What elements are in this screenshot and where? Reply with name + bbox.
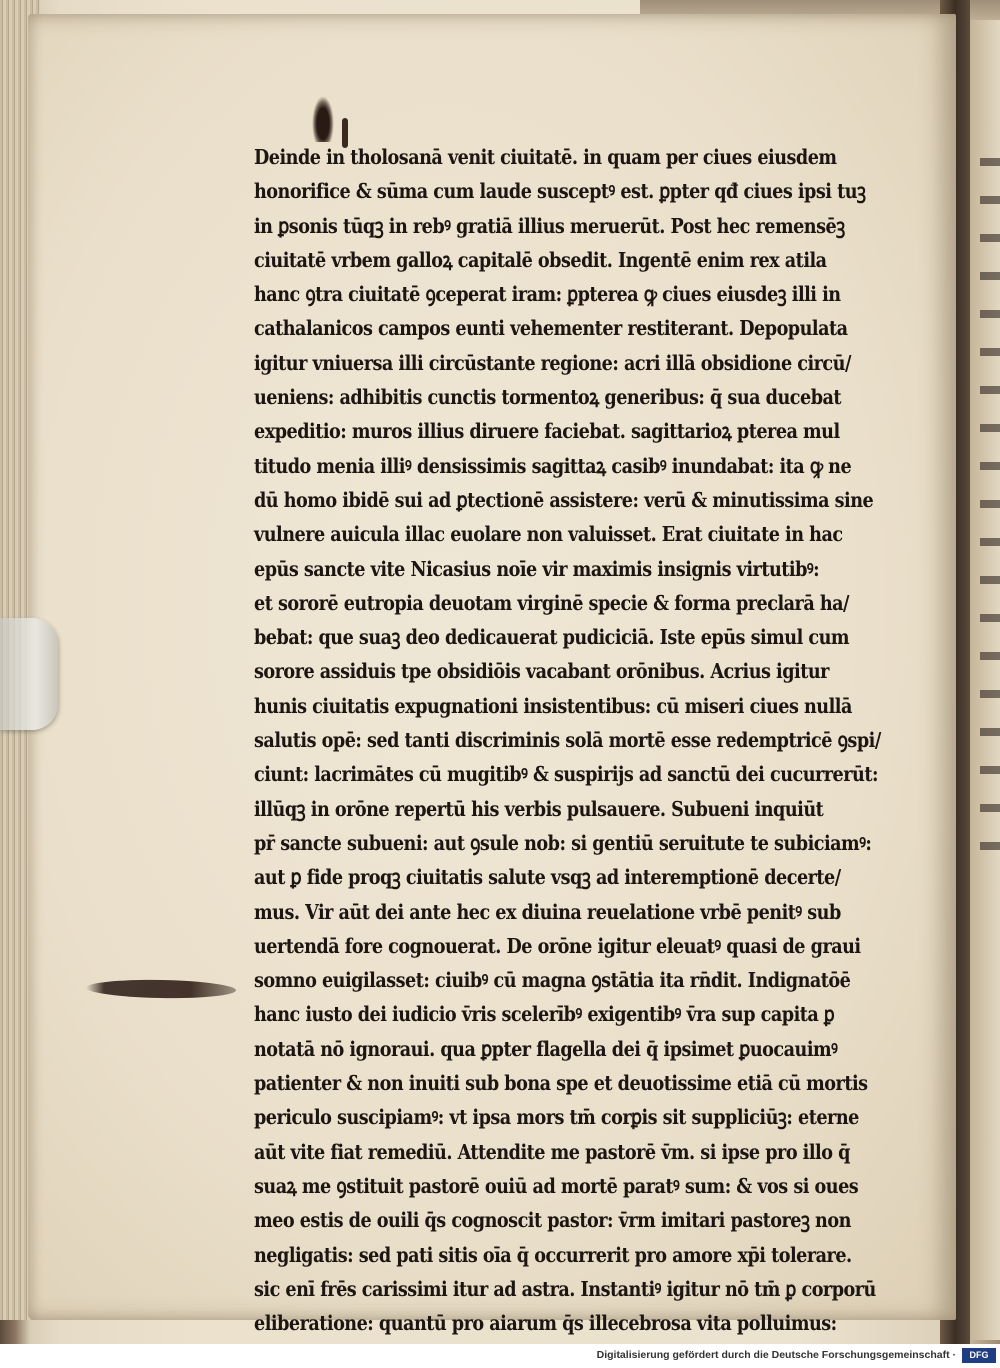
- text-line: aūt vite fiat remediū. Attendite me pastorē v̄m. si ipse pro illo q̄: [254, 1139, 850, 1164]
- text-line: bebat: que suaꝫ deo dedicauerat pudiciciā. Iste epūs simul cum: [254, 625, 850, 650]
- text-line: negligatis: sed pati sitis oīa q̄ occurrerit pro amore xp̄i tolerare.: [254, 1242, 852, 1267]
- text-line: patienter & non inuiti sub bona spe et deuotissime etiā cū mortis: [254, 1071, 868, 1096]
- text-line: illūqꝫ in orōne repertū his verbis pulsauere. Subueni inquiūt: [254, 796, 824, 821]
- text-line: Deinde in tholosanā venit ciuitatē. in quam per ciues eiusdem: [254, 145, 837, 169]
- text-line: meo estis de ouili q̄s cognoscit pastor: v̄rm imitari pastoreꝫ non: [254, 1208, 851, 1233]
- text-line: somno euigilasset: ciuibꝰ cū magna ꝯstātia ita rn̄dit. Indignatōē: [254, 968, 851, 993]
- text-line: expeditio: muros illius diruere faciebat. sagittarioꝝ pterea mul: [254, 419, 840, 444]
- text-line: uertendā fore cognouerat. De orōne igitur eleuatꝰ quasi de graui: [254, 933, 861, 958]
- text-line: in ꝑsonis tūqꝫ in rebꝰ gratiā illius meruerūt. Post hec remensēꝫ: [254, 213, 845, 238]
- text-line: dū homo ibidē sui ad ꝑtectionē assistere: verū & minutissima sine: [254, 487, 874, 512]
- footer-bar: [0, 1344, 1000, 1368]
- text-line: titudo menia illiꝰ densissimis sagittaꝝ casibꝰ inundabat: ita ꝙ ne: [254, 453, 852, 478]
- text-line: pr̄ sancte subueni: aut ꝯsule nob: si gentiū seruitute te subiciamꝰ:: [254, 830, 872, 855]
- text-line: mus. Vir aūt dei ante hec ex diuina reuelatione vrbē penitꝰ sub: [254, 899, 841, 924]
- text-line: hunis ciuitatis expugnationi insistentibus: cū miseri ciues nullā: [254, 693, 852, 718]
- text-line: aut ꝑ fide proqꝫ ciuitatis salute vsqꝫ ad interemptionē decerte/: [254, 865, 841, 890]
- text-line: honorifice & sūma cum laude susceptꝰ est. ꝑpter qđ ciues ipsi tuꝫ: [254, 179, 866, 204]
- text-line: cathalanicos campos eunti vehementer restiterant. Depopulata: [254, 316, 848, 341]
- ink-blot: [312, 96, 334, 142]
- text-line: vulnere auicula illac euolare non valuisset. Erat ciuitate in hac: [254, 522, 843, 547]
- text-line: ueniens: adhibitis cunctis tormentoꝝ generibus: q̄ sua ducebat: [254, 385, 842, 410]
- text-line: sorore assiduis tpe obsidiōis vacabant orōnibus. Acrius igitur: [254, 659, 829, 684]
- text-line: suaꝝ me ꝯstituit pastorē ouiū ad mortē paratꝰ sum: & vos si oues: [254, 1173, 859, 1198]
- text-line: et sororē eutropia deuotam virginē specie & forma preclarā ha/: [254, 590, 849, 615]
- text-line: salutis opē: sed tanti discriminis solā mortē esse redemptricē ꝯspi/: [254, 728, 881, 753]
- text-block: [254, 140, 914, 1344]
- text-line: notatā nō ignoraui. qua ꝑpter flagella dei q̄ ipsimet ꝑuocauimꝰ: [254, 1036, 838, 1061]
- dfg-logo: DFG: [962, 1348, 996, 1363]
- facing-page-text-fragments: [980, 140, 1000, 860]
- text-line: ciunt: lacrimātes cū mugitibꝰ & suspirijs ad sanctū dei cucurrerūt:: [254, 762, 878, 787]
- page-clip: [0, 618, 58, 730]
- text-line: periculo suscipiamꝰ: vt ipsa mors tm̄ corꝑis sit suppliciūꝫ: eterne: [254, 1105, 859, 1130]
- text-line: igitur vniuersa illi circūstante regione: acri illā obsidione circū/: [254, 350, 851, 375]
- funding-credit: Digitalisierung gefördert durch die Deutsche Forschungsgemeinschaft ·: [596, 1349, 956, 1361]
- text-line: sic enī frēs carissimi itur ad astra. Instantiꝰ igitur nō tm̄ ꝑ corporū: [254, 1276, 876, 1301]
- text-line: ciuitatē vrbem galloꝝ capitalē obsedit. Ingentē enim rex atila: [254, 247, 827, 272]
- text-line: hanc iusto dei iudicio v̄ris scelerībꝰ exigentibꝰ v̄ra sup capita ꝑ: [254, 1002, 835, 1027]
- text-line: epūs sancte vite Nicasius noīe vir maximis insignis virtutibꝰ:: [254, 556, 820, 581]
- text-line: eliberatione: quantū pro aiarum q̄s illecebrosa vita polluimus:: [254, 1311, 837, 1336]
- text-line: hanc ꝯtra ciuitatē ꝯceperat iram: ꝑpterea ꝙ ciues eiusdeꝫ illi in: [254, 282, 841, 307]
